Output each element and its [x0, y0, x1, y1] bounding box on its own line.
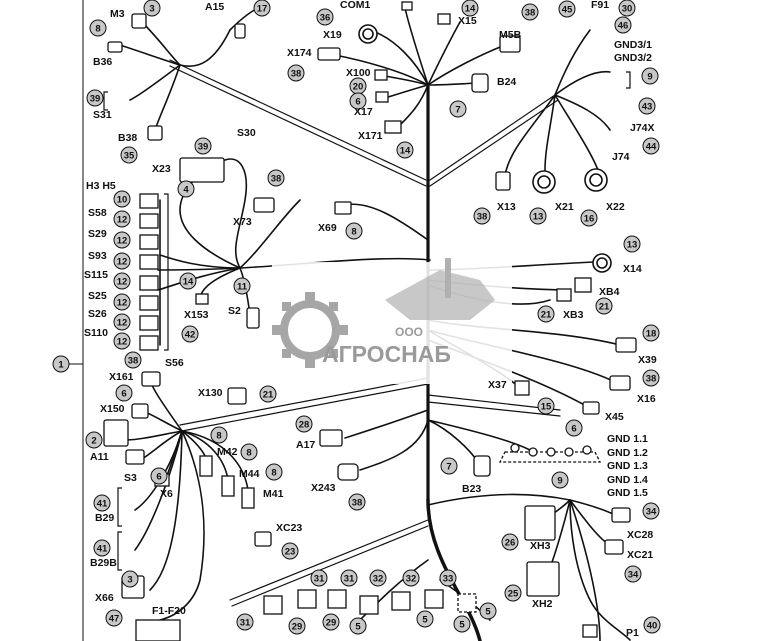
callout-circle	[450, 101, 466, 117]
callout-number: 33	[442, 573, 454, 585]
callout-number: 31	[313, 573, 325, 585]
callout-circle	[341, 570, 357, 586]
callout-number: 3	[127, 574, 133, 586]
callout-number: 41	[96, 498, 108, 510]
callout-number: 38	[290, 68, 302, 80]
callout-number: 34	[627, 569, 639, 581]
callout-circle	[538, 306, 554, 322]
component-label: XH2	[532, 598, 553, 610]
component-label: XC21	[627, 549, 654, 561]
component-label: X73	[233, 216, 252, 228]
component-label: J74	[612, 151, 630, 163]
callout-circle	[440, 570, 456, 586]
callout-number: 25	[507, 588, 519, 600]
component-label: X17	[354, 106, 373, 118]
callout-number: 39	[197, 141, 209, 153]
callout-number: 10	[116, 194, 128, 206]
ground-lugs	[500, 444, 600, 462]
callout-circle	[552, 472, 568, 488]
component-label: XC28	[627, 529, 654, 541]
callout-number: 12	[116, 336, 128, 348]
callout-circle	[268, 170, 284, 186]
callout-circle	[114, 191, 130, 207]
component-label: X39	[638, 354, 657, 366]
component-label: XH3	[530, 540, 551, 552]
callout-circle	[643, 370, 659, 386]
component-label: X66	[95, 592, 114, 604]
callout-circle	[350, 78, 366, 94]
component-label: A17	[296, 439, 316, 451]
callout-number: 8	[271, 467, 277, 479]
component-label: GND3/2	[614, 52, 652, 64]
callout-circle	[349, 494, 365, 510]
callout-circle	[643, 138, 659, 154]
callout-number: 29	[325, 617, 337, 629]
callout-circle	[114, 294, 130, 310]
callout-circle	[615, 17, 631, 33]
component-label: X153	[184, 309, 209, 321]
component-label: X22	[606, 201, 625, 213]
callout-number: 20	[352, 81, 364, 93]
callout-circle	[538, 398, 554, 414]
callout-circle	[403, 570, 419, 586]
component-label: XC23	[276, 522, 303, 534]
callout-circle	[106, 610, 122, 626]
callout-circle	[642, 68, 658, 84]
component-label: X37	[488, 379, 507, 391]
component-label: S93	[88, 250, 107, 262]
component-label: X13	[497, 201, 516, 213]
callout-number: 32	[372, 573, 384, 585]
component-label: H3 H5	[86, 180, 116, 192]
callout-number: 8	[95, 23, 101, 35]
component-label: GND 1.1	[607, 433, 648, 445]
callout-number: 12	[116, 276, 128, 288]
component-label: M41	[263, 488, 284, 500]
callout-number: 4	[183, 184, 189, 196]
callout-number: 17	[256, 3, 268, 15]
callout-circle	[311, 570, 327, 586]
callout-number: 12	[116, 256, 128, 268]
callout-number: 16	[583, 213, 595, 225]
callout-number: 31	[343, 573, 355, 585]
callout-number: 38	[127, 355, 139, 367]
callout-circle	[114, 211, 130, 227]
callout-circle	[643, 325, 659, 341]
callout-number: 11	[236, 281, 248, 293]
callout-circle	[639, 98, 655, 114]
callout-number: 46	[617, 20, 629, 32]
callout-circle	[350, 618, 366, 634]
callout-number: 14	[464, 3, 476, 15]
component-label: M44	[239, 468, 260, 480]
component-label: GND 1.2	[607, 447, 648, 459]
callout-circle	[53, 356, 69, 372]
callout-number: 6	[355, 96, 361, 108]
callout-number: 34	[645, 506, 657, 518]
callout-number: 29	[291, 621, 303, 633]
component-label: S56	[165, 357, 184, 369]
callout-number: 2	[91, 435, 97, 447]
callout-number: 43	[641, 101, 653, 113]
callout-circle	[624, 236, 640, 252]
callout-number: 36	[319, 12, 331, 24]
callout-circle	[114, 232, 130, 248]
callout-number: 12	[116, 214, 128, 226]
component-label: B29B	[90, 557, 117, 569]
callout-circle	[505, 585, 521, 601]
callout-circle	[323, 614, 339, 630]
callout-number: 40	[646, 620, 658, 632]
watermark-company: ООО	[395, 325, 424, 339]
component-label: S58	[88, 207, 107, 219]
component-label: X6	[160, 488, 173, 500]
callout-number: 12	[116, 297, 128, 309]
component-label: S25	[88, 290, 107, 302]
callout-circle	[370, 570, 386, 586]
callout-number: 6	[121, 388, 127, 400]
callout-circle	[195, 138, 211, 154]
callout-number: 5	[355, 621, 361, 633]
component-label: GND 1.4	[607, 474, 648, 486]
component-label: B24	[497, 76, 517, 88]
component-label: XB4	[599, 286, 620, 298]
callout-number: 9	[647, 71, 653, 83]
callout-number: 38	[645, 373, 657, 385]
callout-circle	[296, 416, 312, 432]
callout-circle	[581, 210, 597, 226]
component-label: M42	[217, 446, 238, 458]
component-label: X171	[358, 130, 383, 142]
component-label: X45	[605, 411, 624, 423]
component-label: COM1	[340, 0, 371, 11]
component-label: X100	[346, 67, 371, 79]
callout-circle	[289, 618, 305, 634]
component-label: S3	[124, 472, 137, 484]
callout-number: 45	[561, 4, 573, 16]
callout-circle	[234, 278, 250, 294]
component-label: GND 1.5	[607, 487, 648, 499]
callout-number: 42	[184, 329, 196, 341]
callout-circle	[317, 9, 333, 25]
component-label: B38	[118, 132, 138, 144]
callout-number: 21	[598, 301, 610, 313]
component-label: S26	[88, 308, 107, 320]
component-label: X16	[637, 393, 656, 405]
component-label: F91	[591, 0, 610, 11]
callout-number: 14	[399, 145, 411, 157]
component-label: B23	[462, 483, 482, 495]
callout-circle	[144, 0, 160, 16]
callout-number: 14	[182, 276, 194, 288]
callout-circle	[86, 432, 102, 448]
callout-number: 26	[504, 537, 516, 549]
component-label: P1	[626, 627, 639, 639]
callout-number: 47	[108, 613, 120, 625]
callout-number: 44	[645, 141, 657, 153]
callout-number: 38	[270, 173, 282, 185]
component-label: GND 1.3	[607, 460, 648, 472]
component-label: X23	[152, 163, 171, 175]
callout-circle	[237, 614, 253, 630]
callout-number: 21	[540, 309, 552, 321]
callout-number: 8	[246, 447, 252, 459]
callout-circle	[182, 326, 198, 342]
callout-circle	[260, 386, 276, 402]
callout-circle	[114, 314, 130, 330]
callout-number: 6	[156, 471, 162, 483]
component-label: X15	[458, 15, 477, 27]
watermark	[272, 258, 512, 384]
callout-circle	[502, 534, 518, 550]
component-label: M3	[110, 8, 125, 20]
callout-circle	[87, 90, 103, 106]
callout-number: 13	[626, 239, 638, 251]
callout-number: 15	[540, 401, 552, 413]
callout-number: 12	[116, 317, 128, 329]
callout-circle	[211, 427, 227, 443]
component-label: X14	[623, 263, 642, 275]
component-label: S115	[84, 269, 108, 281]
callout-number: 18	[645, 328, 657, 340]
callout-circle	[417, 611, 433, 627]
callout-number: 35	[123, 150, 135, 162]
callout-number: 23	[284, 546, 296, 558]
callout-circle	[90, 20, 106, 36]
callout-circle	[441, 458, 457, 474]
component-label: X21	[555, 201, 574, 213]
callout-circle	[474, 208, 490, 224]
callout-circle	[266, 464, 282, 480]
callout-number: 41	[96, 543, 108, 555]
component-label: X243	[311, 482, 336, 494]
callout-circle	[114, 253, 130, 269]
component-label: B36	[93, 56, 113, 68]
component-label: X174	[287, 47, 312, 59]
callout-circle	[625, 566, 641, 582]
callout-number: 8	[351, 226, 357, 238]
callout-circle	[121, 147, 137, 163]
component-label: S110	[84, 327, 108, 339]
component-label: S29	[88, 228, 107, 240]
callout-circle	[178, 181, 194, 197]
callout-number: 38	[351, 497, 363, 509]
callout-circle	[619, 0, 635, 16]
callout-number: 13	[532, 211, 544, 223]
callout-number: 1	[58, 359, 64, 371]
callout-circle	[282, 543, 298, 559]
callout-number: 21	[262, 389, 274, 401]
callout-number: 7	[446, 461, 452, 473]
frame-lines	[67, 0, 83, 641]
callout-number: 32	[405, 573, 417, 585]
callout-circle	[346, 223, 362, 239]
callout-circle	[397, 142, 413, 158]
component-label: S2	[228, 305, 241, 317]
callout-circle	[151, 468, 167, 484]
callout-circle	[522, 4, 538, 20]
component-label: A11	[90, 451, 109, 463]
component-label: X19	[323, 29, 342, 41]
callout-circle	[530, 208, 546, 224]
component-label: B29	[95, 512, 115, 524]
component-label: X69	[318, 222, 337, 234]
callout-number: 5	[485, 606, 491, 618]
component-label: A15	[205, 1, 225, 13]
callout-circle	[462, 0, 478, 16]
callout-number: 30	[621, 3, 633, 15]
component-label: X150	[100, 403, 125, 415]
callout-circle	[116, 385, 132, 401]
callout-number: 7	[455, 104, 461, 116]
callout-circle	[254, 0, 270, 16]
component-label: X161	[109, 371, 134, 383]
callout-circle	[114, 273, 130, 289]
callout-circle	[288, 65, 304, 81]
component-label: S30	[237, 127, 256, 139]
component-label: M5B	[499, 29, 522, 41]
callout-number: 3	[149, 3, 155, 15]
watermark-brand: АГРОСНАБ	[322, 341, 451, 367]
callout-circle	[596, 298, 612, 314]
component-label: S31	[93, 109, 112, 121]
callout-circle	[125, 352, 141, 368]
component-label: GND3/1	[614, 39, 652, 51]
component-label: F1-F20	[152, 605, 186, 617]
callout-circle	[559, 1, 575, 17]
callout-number: 39	[89, 93, 101, 105]
callout-number: 12	[116, 235, 128, 247]
callout-number: 38	[476, 211, 488, 223]
callout-circle	[480, 603, 496, 619]
callout-number: 5	[422, 614, 428, 626]
component-label: J74X	[630, 122, 655, 134]
callout-circle	[454, 616, 470, 632]
callout-circle	[241, 444, 257, 460]
callout-number: 31	[239, 617, 251, 629]
callout-number: 9	[557, 475, 563, 487]
callout-number: 8	[216, 430, 222, 442]
callout-circle	[122, 571, 138, 587]
callout-circle	[566, 420, 582, 436]
callout-number: 28	[298, 419, 310, 431]
component-label: X130	[198, 387, 223, 399]
callout-number: 5	[459, 619, 465, 631]
component-label: XB3	[563, 309, 584, 321]
callout-circle	[94, 495, 110, 511]
callout-number: 38	[524, 7, 536, 19]
callout-number: 6	[571, 423, 577, 435]
callout-circle	[94, 540, 110, 556]
callout-circle	[643, 503, 659, 519]
callout-circle	[644, 617, 660, 633]
callout-circle	[114, 333, 130, 349]
callout-circle	[180, 273, 196, 289]
